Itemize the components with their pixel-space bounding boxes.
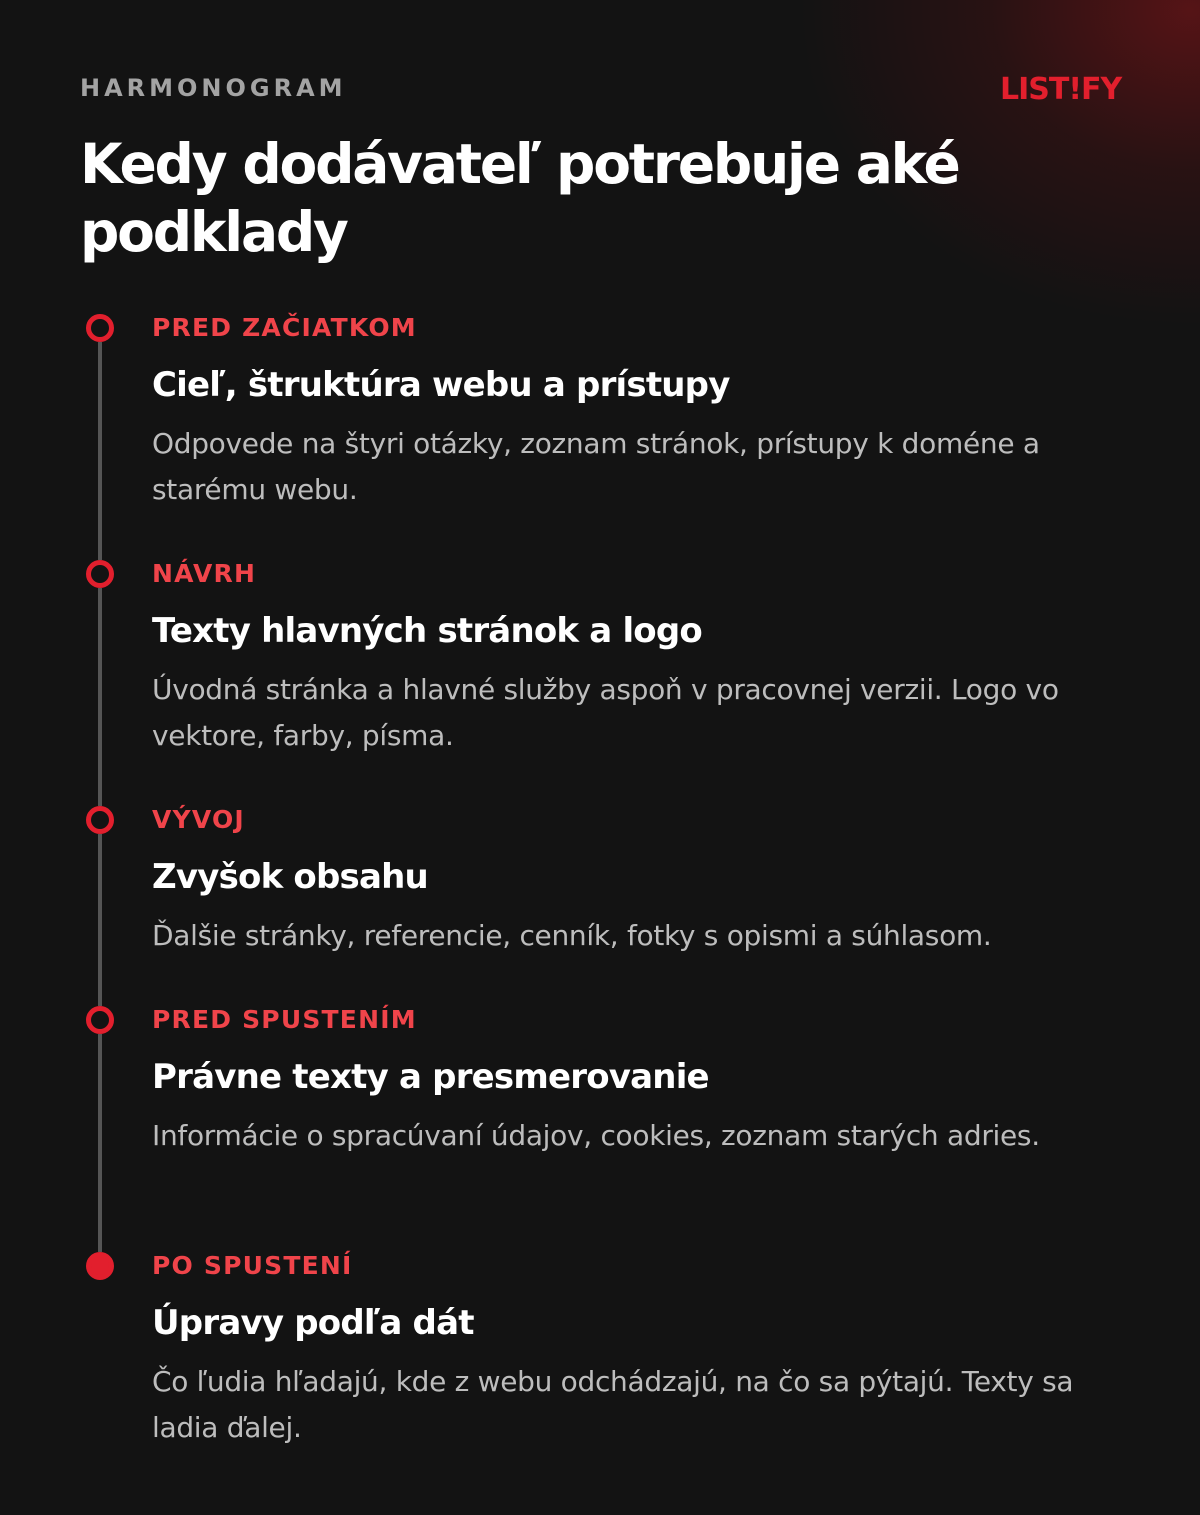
timeline-marker-ring — [86, 1006, 114, 1034]
step-heading: Zvyšok obsahu — [152, 857, 428, 897]
step-phase-label: PRED ZAČIATKOM — [152, 313, 417, 342]
timeline-connector — [98, 342, 102, 560]
timeline-connector — [98, 588, 102, 806]
timeline-step — [152, 1249, 1132, 1451]
timeline-marker-ring — [86, 806, 114, 834]
timeline-step — [152, 803, 1132, 959]
eyebrow-label: HARMONOGRAM — [80, 74, 347, 102]
timeline-step — [152, 1003, 1132, 1159]
page-title: Kedy dodávateľ potrebuje aké podklady — [80, 132, 959, 264]
step-heading: Texty hlavných stránok a logo — [152, 611, 702, 651]
timeline-connector — [98, 834, 102, 1006]
step-phase-label: PRED SPUSTENÍM — [152, 1005, 417, 1034]
step-description: Ďalšie stránky, referencie, cenník, fotky s opismi a súhlasom. — [152, 919, 992, 952]
step-phase-label: VÝVOJ — [152, 805, 245, 834]
timeline-step — [152, 311, 1132, 513]
step-phase-label: NÁVRH — [152, 559, 257, 588]
step-heading: Právne texty a presmerovanie — [152, 1057, 709, 1097]
timeline-marker-ring — [86, 314, 114, 342]
brand-logo: LIST!FY — [1000, 72, 1122, 107]
step-description: Čo ľudia hľadajú, kde z webu odchádzajú, na čo sa pýtajú. Texty sa ladia ďalej. — [152, 1365, 1074, 1444]
step-description: Úvodná stránka a hlavné služby aspoň v pracovnej verzii. Logo vo vektore, farby, písma. — [152, 673, 1059, 752]
step-heading: Cieľ, štruktúra webu a prístupy — [152, 365, 730, 405]
step-description: Informácie o spracúvaní údajov, cookies, zoznam starých adries. — [152, 1119, 1040, 1152]
timeline-step — [152, 557, 1132, 759]
step-description: Odpovede na štyri otázky, zoznam stránok, prístupy k doméne a starému webu. — [152, 427, 1040, 506]
timeline-connector — [98, 1034, 102, 1252]
timeline-marker-ring — [86, 560, 114, 588]
step-heading: Úpravy podľa dát — [152, 1303, 474, 1343]
step-phase-label: PO SPUSTENÍ — [152, 1251, 353, 1280]
timeline-marker-filled — [86, 1252, 114, 1280]
